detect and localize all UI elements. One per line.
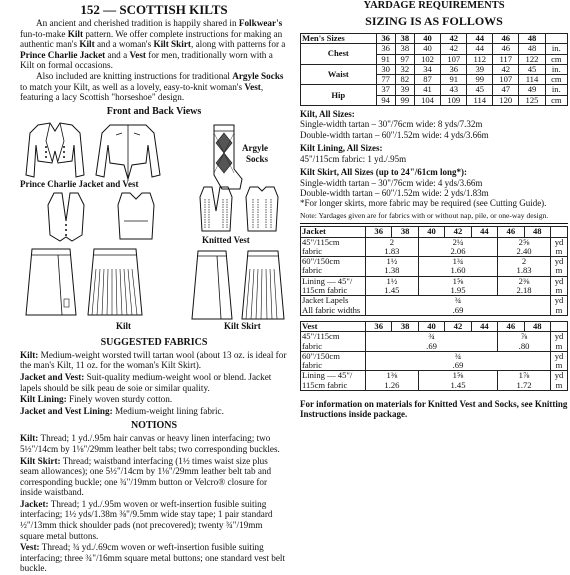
vest-header-row: Vest 36 38 40 42 44 46 48	[301, 321, 568, 331]
fabric-kilt: Kilt: Medium-weight worsted twill tartan wool (about 13 oz. is ideal for the man's Kilt, 11 oz. for the woman's Kilt Skirt).	[20, 349, 287, 371]
waist-cm-row: 77 82 87 91 99 107 114 cm	[301, 75, 568, 85]
sizes-header-row: Men's Sizes 36 38 40 42 44 46 48	[301, 34, 568, 44]
hip-cm-row: 94 99 104 109 114 120 125 cm	[301, 95, 568, 105]
jacket-row-60: 60"/150cm fabric 1½ 1.38 1¾ 1.60 2 1.83 yd m	[301, 257, 568, 277]
kilt-front-sketch	[24, 247, 78, 319]
jacket-front-sketch	[24, 121, 86, 181]
garment-sketches	[20, 119, 288, 333]
kilt-skirt-front-sketch	[190, 249, 234, 321]
notions-heading: NOTIONS	[130, 420, 178, 432]
views-heading: Front and Back Views	[106, 105, 202, 117]
chest-cm-row: 91 97 102 107 112 117 122 cm	[301, 54, 568, 64]
argyle-label: Argyle	[242, 142, 268, 153]
knitting-info-footer: For information on materials for Knitted Vest and Socks, see Knitting Instructions inside package.	[300, 398, 568, 420]
vest-row-lining: Lining — 45"/ 115cm fabric 1⅜ 1.26 1⅝ 1.45 1⅞ 1.72 yd m	[301, 371, 568, 391]
fabrics-heading: SUGGESTED FABRICS	[100, 336, 208, 348]
argyle-sock-sketch	[208, 123, 246, 193]
kilt-skirt-all-sizes: Kilt Skirt, All Sizes (up to 24"/61cm long*): Single-width tartan – 30"/76cm wide: 4 yds/3.66m Double-width tartan – 60"/1.52m wide: 2 yds/1.83m *For longer skirts, more fabric may be required (see Cutting Guide).	[300, 167, 547, 209]
vest-back-sketch	[116, 191, 156, 243]
divider	[300, 223, 568, 225]
yardage-note: Note: Yardages given are for fabrics with or without nap, pile, or one-way design.	[300, 210, 549, 220]
pattern-title: 152 — SCOTTISH KILTS	[80, 2, 228, 17]
jacket-vest-label: Prince Charlie Jacket and Vest	[20, 178, 139, 189]
kilt-back-sketch	[86, 247, 144, 319]
notion-jacket: Jacket: Thread; 1 yd./.95m woven or weft-insertion fusible suiting interfacing; 1½ yds/1.38m ⅜"/9.5mm wide stay tape; 1 pair standard ½"/13mm thick shoulder pads (not precovered); twenty ¾"/19mm square metal buttons.	[20, 498, 273, 541]
left-column	[20, 0, 288, 575]
jacket-back-sketch	[94, 121, 162, 181]
knitted-vest-back-sketch	[244, 185, 280, 235]
knitted-vest-label: Knitted Vest	[202, 234, 250, 245]
jacket-header-row: Jacket 36 38 40 42 44 46 48	[301, 227, 568, 237]
kilt-all-sizes: Kilt, All Sizes: Single-width tartan – 30"/76cm wide: 8 yds/7.32m Double-width tartan – 60"/1.52m wide: 4 yds/3.66m	[300, 109, 489, 140]
sizing-heading: SIZING IS AS FOLLOWS	[365, 14, 503, 28]
notion-kilt-skirt: Kilt Skirt: Thread; waistband interfacing (1½ times waist size plus seam allowances); one 5½"/14cm by 1⅛"/29mm leather belt tab and corresponding buckle; one ¾"/19mm button or Velcro® closure for inside waistband.	[20, 455, 272, 498]
notion-kilt: Kilt: Thread; 1 yd./.95m hair canvas or heavy linen interfacing; two 5½"/14cm by 1⅛"/29mm leather belt tabs; two corresponding buckles.	[20, 433, 280, 454]
vest-front-sketch	[46, 191, 86, 243]
kilt-skirt-back-sketch	[240, 249, 286, 321]
kilt-label: Kilt	[116, 320, 131, 331]
notions-list	[20, 433, 288, 574]
knitted-vest-front-sketch	[198, 185, 234, 235]
socks-label: Socks	[246, 153, 269, 164]
waist-in-row: Waist 30 32 34 36 39 42 45 in.	[301, 64, 568, 74]
vest-yardage-table	[300, 321, 568, 391]
kilt-skirt-label: Kilt Skirt	[224, 320, 261, 331]
mens-sizes-table	[300, 33, 568, 106]
jacket-row-lapels: Jacket Lapels All fabric widths ¾ .69 yd m	[301, 296, 568, 316]
fabric-jacket-vest-lining: Jacket and Vest Lining: Medium-weight lining fabric.	[20, 405, 224, 416]
kilt-lining-all-sizes: Kilt Lining, All Sizes: 45"/115cm fabric: 1 yd./.95m	[300, 143, 407, 164]
vest-row-45: 45"/115cm fabric ¾ .69 ⅞ .80 yd m	[301, 332, 568, 352]
jacket-row-lining: Lining — 45"/ 115cm fabric 1½ 1.45 1⅝ 1.95 2⅜ 2.18 yd m	[301, 276, 568, 296]
intro-paragraph: An ancient and cherished tradition is happily shared in Folkwear's fun-to-make Kilt pattern. We offer complete instructions for making an authentic man's Kilt and a woman's Kilt Skirt, along with patterns for a Prince Charlie Jacket and a Vest for men, traditionally worn with a Kilt on formal occasions.	[20, 18, 286, 71]
fabric-kilt-lining: Kilt Lining: Finely woven sturdy cotton.	[20, 394, 173, 405]
yardage-title: YARDAGE REQUIREMENTS	[363, 0, 505, 11]
jacket-yardage-table	[300, 226, 568, 316]
vest-row-60: 60"/150cm fabric ¾ .69 yd m	[301, 351, 568, 371]
fabrics-list	[20, 350, 288, 417]
chest-in-row: Chest 36 38 40 42 44 46 48 in.	[301, 44, 568, 54]
hip-in-row: Hip 37 39 41 43 45 47 49 in.	[301, 85, 568, 95]
jacket-row-45: 45"/115cm fabric 2 1.83 2¼ 2.06 2⅝ 2.40 yd m	[301, 237, 568, 257]
fabric-jacket-vest: Jacket and Vest: Suit-quality medium-weight wool or blend. Jacket lapels should be silk peau de soie or similar quality.	[20, 371, 272, 393]
notion-vest: Vest: Thread; ¾ yd./.69cm woven or weft-insertion fusible suiting interfacing; three ¾"/16mm square metal buttons; one standard vest belt buckle.	[20, 542, 286, 574]
right-column	[300, 0, 568, 420]
intro-paragraph-2: Also included are knitting instructions for traditional Argyle Socks to match your Kilt, as well as a lovely, easy-to-knit woman's Vest, featuring a lacy Scottish "horseshoe" design.	[20, 70, 284, 103]
